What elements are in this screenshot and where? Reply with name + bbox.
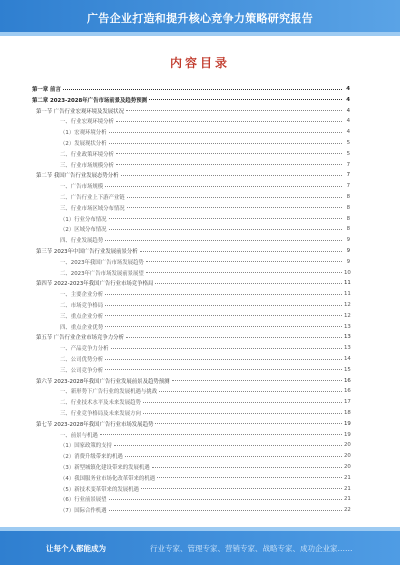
toc-entry-page: 9 — [346, 248, 350, 254]
toc-entry-label: 第七节 2023-2028年我国广告行业市场发展趋势 — [36, 421, 154, 428]
toc-entry-label: 四、重点企业优势 — [60, 324, 104, 331]
toc-entry[interactable] — [60, 343, 350, 353]
toc-entry-label: （4）我国服务业市场化改革带来的机遇 — [60, 475, 156, 482]
toc-entry[interactable] — [60, 235, 350, 245]
toc-entry-label: 第一章 前言 — [32, 87, 61, 93]
toc-entry[interactable] — [60, 311, 350, 321]
toc-entry-label: （5）新技术变革带来的发展机遇 — [60, 486, 139, 493]
toc-leader-dots — [143, 413, 342, 414]
toc-entry[interactable] — [60, 322, 350, 332]
toc-entry-label: 第六节 2023-2028年我国广告行业发展前景及趋势预测 — [36, 378, 170, 385]
toc-entry[interactable] — [60, 462, 350, 472]
toc-entry[interactable] — [60, 268, 350, 278]
footer-slogan-left: 让每个人都能成为 — [46, 544, 106, 553]
toc-entry[interactable] — [32, 84, 350, 94]
toc-entry[interactable] — [60, 397, 350, 407]
toc-entry-label: （7）国际合作机遇 — [60, 508, 107, 515]
toc-leader-dots — [146, 261, 342, 262]
toc-leader-dots — [141, 488, 342, 489]
toc-entry[interactable] — [60, 116, 350, 126]
toc-leader-dots — [146, 272, 342, 273]
toc-entry-label: 一、广告市场规模 — [60, 184, 104, 191]
toc-entry-label: 二、广告行业上下游产业链 — [60, 195, 125, 201]
toc-entry-page: 20 — [344, 453, 351, 460]
toc-entry-label: 第二节 我国广告行业发展态势分析 — [36, 173, 119, 180]
toc-leader-dots — [172, 380, 342, 381]
report-title: 广告企业打造和提升核心竞争力策略研究报告 — [87, 12, 313, 25]
toc-entry-page: 7 — [346, 183, 350, 190]
toc-entry-page: 20 — [344, 464, 351, 470]
toc-leader-dots — [109, 143, 342, 144]
toc-entry-page: 9 — [346, 258, 350, 265]
toc-entry-page: 4 — [346, 86, 350, 92]
toc-entry-label: 一、产品竞争力分析 — [60, 346, 109, 353]
toc-entry[interactable] — [60, 289, 350, 299]
toc-entry[interactable] — [60, 181, 350, 191]
toc-entry[interactable] — [60, 127, 350, 137]
toc-entry-page: 22 — [344, 507, 351, 514]
toc-entry-label: 三、重点企业分析 — [60, 313, 104, 320]
toc-leader-dots — [121, 175, 342, 176]
toc-leader-dots — [149, 99, 342, 100]
toc-entry-label: （3）新型城镇化建设带来的发展机遇 — [60, 465, 150, 471]
toc-entry[interactable] — [60, 473, 350, 483]
toc-leader-dots — [111, 348, 342, 349]
toc-leader-dots — [109, 499, 342, 500]
toc-entry[interactable] — [60, 494, 350, 504]
toc-entry-label: （1）行业分布情况 — [60, 216, 107, 223]
toc-entry[interactable] — [36, 170, 350, 180]
header-banner — [0, 0, 400, 36]
toc-entry-label: 三、公司竞争分析 — [60, 367, 104, 374]
toc-entry-label: 二、市场竞争格局 — [60, 303, 104, 309]
toc-leader-dots — [116, 153, 342, 154]
toc-entry-page: 16 — [344, 388, 351, 395]
toc-leader-dots — [109, 510, 342, 511]
toc-leader-dots — [127, 207, 342, 208]
toc-leader-dots — [159, 391, 342, 392]
footer-slogan-right: 行业专家、管理专家、营销专家、战略专家、成功企业家…… — [150, 544, 353, 553]
toc-leader-dots — [105, 186, 342, 187]
toc-entry-page: 16 — [344, 377, 351, 384]
toc-entry-page: 19 — [344, 431, 351, 438]
toc-entry-page: 13 — [344, 345, 351, 352]
toc-entry-label: （6）行业前景展望 — [60, 497, 107, 504]
toc-leader-dots — [109, 132, 342, 133]
toc-entry-page: 4 — [346, 107, 350, 114]
toc-leader-dots — [109, 229, 342, 230]
toc-entry-page: 21 — [344, 496, 351, 503]
toc-entry-page: 4 — [346, 129, 350, 136]
toc-entry-label: 一、前景与机遇 — [60, 432, 98, 439]
toc-entry-label: 第三节 2023年中国广告行业发展前景分析 — [36, 249, 138, 255]
toc-leader-dots — [116, 121, 342, 122]
toc-entry-page: 8 — [346, 215, 350, 222]
toc-entry[interactable] — [60, 300, 350, 310]
toc-entry-page: 7 — [346, 172, 350, 179]
toc-entry-label: 二、公司优势分析 — [60, 357, 104, 363]
toc-entry[interactable] — [60, 149, 350, 159]
toc-entry-page: 7 — [346, 161, 350, 168]
toc-leader-dots — [140, 251, 342, 252]
toc-leader-dots — [105, 369, 342, 370]
toc-entry-page: 13 — [344, 334, 351, 341]
toc-entry[interactable] — [36, 332, 350, 342]
toc-leader-dots — [116, 164, 342, 165]
toc-entry-label: 二、2023年广告市场发展前景展望 — [60, 270, 144, 277]
toc-leader-dots — [126, 110, 342, 111]
toc-entry[interactable] — [60, 138, 350, 148]
toc-entry[interactable] — [60, 386, 350, 396]
toc-entry-page: 13 — [344, 323, 351, 330]
toc-entry-label: 二、行业政策环境分析 — [60, 151, 114, 158]
toc-leader-dots — [63, 89, 342, 90]
toc-leader-dots — [126, 337, 342, 338]
toc-entry-label: 四、行业发展趋势 — [60, 238, 104, 245]
toc-entry-page: 15 — [344, 366, 351, 373]
toc-entry[interactable] — [36, 106, 350, 116]
toc-entry-page: 19 — [344, 420, 351, 427]
toc-entry[interactable] — [60, 214, 350, 224]
toc-leader-dots — [143, 402, 342, 403]
toc-entry-label: 第一节 广告行业宏观环境及发展状况 — [36, 108, 124, 115]
toc-entry-label: （2）消费升级带来的机遇 — [60, 454, 123, 461]
toc-leader-dots — [105, 305, 342, 306]
toc-entry-page: 4 — [346, 118, 350, 125]
toc-entry-label: （1）国家政策的支持 — [60, 443, 112, 450]
toc-entry[interactable] — [60, 505, 350, 515]
toc-entry[interactable] — [60, 440, 350, 450]
toc-entry-label: 第四节 2022-2023年我国广告行业市场竞争格局 — [36, 281, 154, 288]
toc-leader-dots — [125, 456, 342, 457]
toc-entry-label: 第二章 2023-2028年广告市场前景及趋势预测 — [32, 97, 147, 104]
toc-entry-page: 21 — [344, 474, 351, 481]
toc-entry-label: 二、行业技术水平及未来发展趋势 — [60, 400, 141, 407]
toc-entry-page: 9 — [346, 237, 350, 244]
toc-leader-dots — [109, 218, 342, 219]
toc-leader-dots — [114, 445, 342, 446]
toc-entry[interactable] — [36, 376, 350, 386]
toc-entry[interactable] — [60, 408, 350, 418]
toc-entry[interactable] — [36, 246, 350, 256]
toc-entry[interactable] — [60, 160, 350, 170]
toc-leader-dots — [105, 359, 342, 360]
toc-entry-page: 4 — [346, 96, 350, 103]
toc-entry[interactable] — [60, 354, 350, 364]
toc-entry-label: 第五节 广告行业企业市场竞争力分析 — [36, 335, 124, 342]
toc-entry[interactable] — [60, 224, 350, 234]
toc-entry-page: 21 — [344, 485, 351, 492]
toc-entry-label: （2）区域分布情况 — [60, 227, 107, 234]
toc-entry[interactable] — [60, 257, 350, 267]
toc-entry[interactable] — [60, 192, 350, 202]
toc-entry[interactable] — [32, 95, 350, 105]
toc-leader-dots — [105, 240, 342, 241]
header-stripe — [0, 32, 400, 36]
toc-leader-dots — [157, 477, 342, 478]
toc-entry[interactable] — [36, 419, 350, 429]
toc-entry[interactable] — [36, 278, 350, 288]
toc-entry[interactable] — [60, 484, 350, 494]
toc-entry-page: 5 — [346, 140, 350, 146]
toc-entry-label: 一、2023年我国广告市场发展趋势 — [60, 259, 144, 266]
toc-leader-dots — [105, 326, 342, 327]
toc-entry-page: 5 — [346, 150, 350, 157]
toc-heading: 内容目录 — [169, 56, 230, 70]
footer-banner — [0, 531, 400, 565]
toc-entry-page: 8 — [346, 194, 350, 200]
toc-entry-label: （1）宏观环境分析 — [60, 130, 107, 137]
toc-entry-page: 10 — [344, 269, 351, 276]
toc-leader-dots — [155, 283, 342, 284]
toc-entry[interactable] — [60, 430, 350, 440]
toc-entry-page: 12 — [344, 312, 351, 319]
toc-entry-label: 一、行业宏观环境分析 — [60, 119, 114, 126]
toc-leader-dots — [105, 294, 342, 295]
toc-leader-dots — [152, 467, 342, 468]
toc-entry[interactable] — [60, 365, 350, 375]
toc-entry-label: 一、主要企业分析 — [60, 292, 104, 299]
toc-entry-page: 17 — [344, 399, 351, 406]
toc-entry-page: 20 — [344, 442, 351, 449]
toc-leader-dots — [105, 315, 342, 316]
toc-entry-label: （2）发展现状分析 — [60, 141, 107, 147]
toc-leader-dots — [127, 197, 342, 198]
toc-entry-page: 14 — [344, 356, 351, 362]
toc-entry-label: 三、行业市场规模分析 — [60, 162, 114, 169]
toc-entry-page: 18 — [344, 410, 351, 416]
toc-entry-label: 三、行业竞争格局及未来发展方向 — [60, 411, 141, 417]
toc-entry-page: 12 — [344, 302, 351, 308]
toc-leader-dots — [155, 423, 342, 424]
toc-entry-label: 一、新形势下广告行业的发展机遇与挑战 — [60, 389, 158, 396]
toc-entry-page: 8 — [346, 226, 350, 233]
toc-entry[interactable] — [60, 203, 350, 213]
toc-entry-page: 8 — [346, 204, 350, 211]
toc-entry[interactable] — [60, 451, 350, 461]
toc-leader-dots — [100, 434, 342, 435]
toc-entry-page: 11 — [344, 280, 351, 287]
toc-entry-page: 11 — [344, 291, 351, 298]
toc-entry-label: 三、行业市场区域分布情况 — [60, 205, 125, 212]
